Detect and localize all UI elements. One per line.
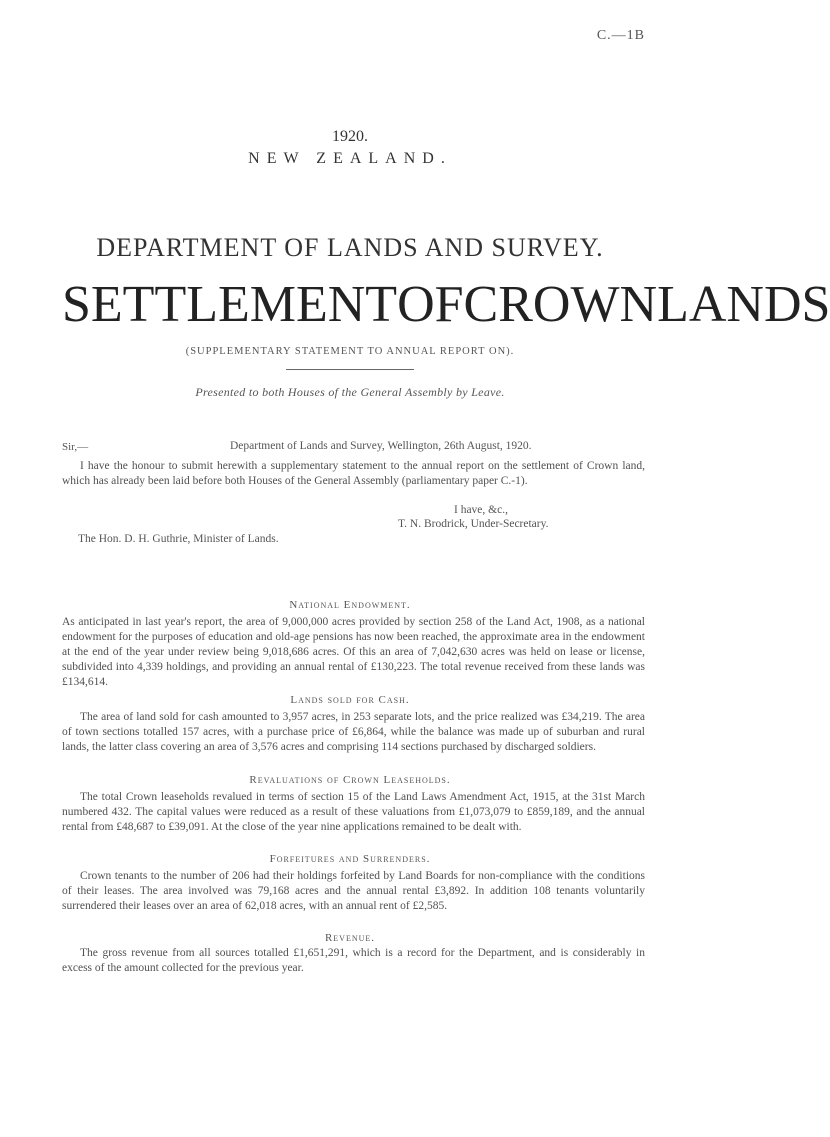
year: 1920. [332,128,368,145]
title-word-lands: LANDS [657,276,830,333]
section-heading-lands-sold: Lands sold for Cash. [290,694,410,706]
salutation: Sir,— [62,441,89,453]
section-heading-forfeitures: Forfeitures and Surrenders. [269,853,431,865]
section-heading-revenue: Revenue. [324,932,376,944]
signature: T. N. Brodrick, Under-Secretary. [398,518,549,530]
section-heading-revaluations: Revaluations of Crown Leaseholds. [249,774,451,786]
department-heading: DEPARTMENT OF LANDS AND SURVEY. [96,233,604,262]
country: NEW ZEALAND. [248,150,452,167]
section-text-national-endowment: As anticipated in last year's report, the area of 9,000,000 acres provided by section 258 of the Land Act, 1908, as a national endowment for the purposes of education and old-age pensions has now been reached, the approximate area in the endowment at the end of the year under review being 9,018,686 acres. Of this an area of 7,042,630 acres was held on lease or license, subdivided into 4,339 holdings, and providing an annual rental of £130,223. The total revenue received from these lands was £134,614. [62,616,645,688]
presented-note: Presented to both Houses of the General Assembly by Leave. [195,385,505,399]
addressee: The Hon. D. H. Guthrie, Minister of Lands. [78,533,279,545]
subtitle: (SUPPLEMENTARY STATEMENT TO ANNUAL REPORT ON). [185,346,515,357]
section-text-revenue: The gross revenue from all sources totalled £1,651,291, which is a record for the Department, and is considerably in excess of the amount collected for the previous year. [62,947,645,974]
section-text-lands-sold: The area of land sold for cash amounted to 3,957 acres, in 253 separate lots, and the price realized was £34,219. The area of town sections totalled 157 acres, with a purchase price of £6,864, while the balance was made up of suburban and rural lands, the latter class covering an area of 3,576 acres and comprising 114 sections purchased by discharged soldiers. [62,711,645,753]
title-word-settlement: SETTLEMENT [62,276,398,333]
section-heading-national-endowment: National Endowment. [289,599,411,611]
section-text-forfeitures: Crown tenants to the number of 206 had their holdings forfeited by Land Boards for non-compliance with the conditions of their leases. The area involved was 79,168 acres and the annual rental £3,892. In addition 108 tenants voluntarily surrendered their leases over an area of 62,018 acres, with an annual rent of £2,585. [62,870,645,912]
document-title [62,275,830,334]
letter-closing: I have, &c., [454,504,508,516]
letter-body: I have the honour to submit herewith a supplementary statement to the annual report on the settlement of Crown land, which has already been laid before both Houses of the General Assembly (parliamentary paper C.-1). [62,460,645,487]
divider [286,369,414,370]
title-word-of: OF [397,276,464,333]
title-word-crown: CROWN [463,276,658,333]
letter-dateline: Department of Lands and Survey, Wellington, 26th August, 1920. [230,440,532,452]
paper-code: C.—1B [596,28,645,43]
section-text-revaluations: The total Crown leaseholds revalued in terms of section 15 of the Land Laws Amendment Act, 1915, at the 31st March numbered 432. The capital values were reduced as a result of these valuations from £1,073,079 to £859,189, and the annual rental from £48,687 to £39,091. At the close of the year nine applications remained to be dealt with. [62,791,645,833]
